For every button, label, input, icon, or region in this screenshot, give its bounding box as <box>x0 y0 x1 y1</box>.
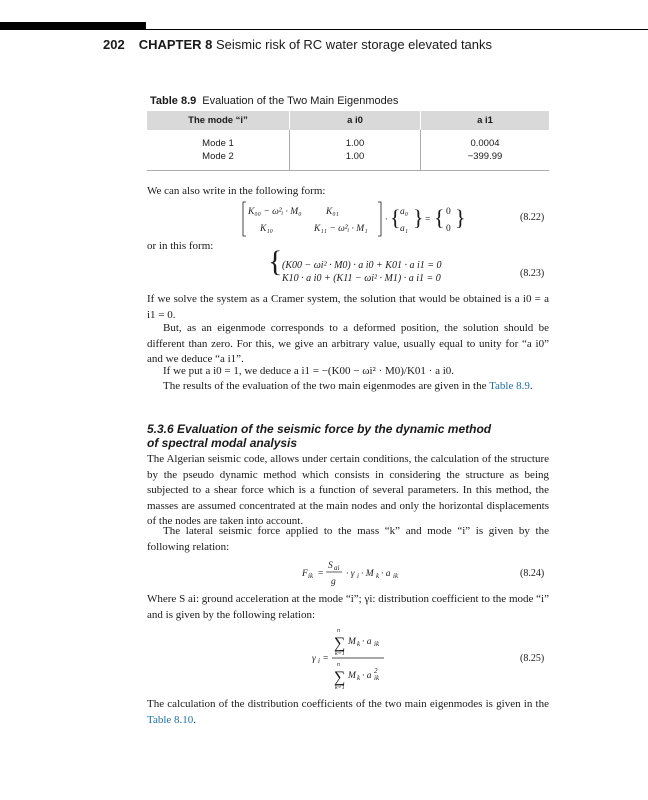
header-mode: The mode “i” <box>147 111 290 130</box>
svg-text:2: 2 <box>374 667 378 675</box>
svg-text:n: n <box>337 662 340 668</box>
table-row <box>147 150 549 171</box>
svg-text:{: { <box>434 205 445 230</box>
svg-text:M: M <box>348 637 356 647</box>
paragraph: The lateral seismic force applied to the mass “k” and mode “i” is given by the following relation: <box>147 525 549 553</box>
table-8-10-link[interactable]: Table 8.10 <box>147 713 194 726</box>
distribution-coefficient-equation <box>310 626 440 692</box>
svg-text:k=1: k=1 <box>335 685 345 691</box>
equation-system <box>268 245 442 285</box>
paragraph: If we solve the system as a Cramer system, the solution that would be obtained is a i0 = a i1 = 0. <box>147 293 549 321</box>
section-heading <box>147 422 491 450</box>
svg-text:ik: ik <box>308 572 314 580</box>
svg-text:K₁₀: K₁₀ <box>260 224 273 234</box>
svg-text:ai: ai <box>334 564 340 572</box>
paragraph <box>147 697 549 728</box>
table-cell: 1.00 <box>290 150 421 171</box>
svg-text:k=1: k=1 <box>335 651 345 657</box>
svg-text:i: i <box>318 657 320 665</box>
table-8-9-link[interactable]: Table 8.9 <box>489 380 530 392</box>
svg-text:}: } <box>413 205 424 230</box>
table-header-row <box>147 111 549 130</box>
paragraph: Where S ai: ground acceleration at the mode “i”; γi: distribution coefficient to the mode “i” and is given by the following relation: <box>147 593 549 621</box>
table-cell: Mode 1 <box>202 138 234 149</box>
svg-text:· a: · a <box>381 569 391 579</box>
equation-line: K10 · a i0 + (K11 − ωi² · M1) · a i1 = 0 <box>282 273 441 284</box>
svg-text:=: = <box>323 654 329 664</box>
section-title-line: 5.3.6 Evaluation of the seismic force by the dynamic method <box>147 422 492 436</box>
paragraph: If we put a i0 = 1, we deduce a i1 = −(K00 − ωi² · M0)/K01 · a i0. <box>163 365 455 377</box>
equation-number: (8.25) <box>520 653 545 664</box>
svg-text:· M: · M <box>361 569 374 579</box>
paragraph: We can also write in the following form: <box>147 185 326 197</box>
page-number: 202 <box>103 37 125 52</box>
svg-text:ik: ik <box>374 640 380 648</box>
svg-text:S: S <box>328 561 333 571</box>
svg-text:=: = <box>318 569 324 579</box>
svg-text:0: 0 <box>446 207 451 217</box>
matrix-equation <box>240 200 470 238</box>
svg-text:K₁₁ − ω²ᵢ · M₁: K₁₁ − ω²ᵢ · M₁ <box>314 224 368 234</box>
chapter-title: Seismic risk of RC water storage elevated tanks <box>216 37 493 52</box>
table-row <box>147 130 549 150</box>
header-ai1: a i1 <box>421 111 550 130</box>
svg-text:n: n <box>337 628 340 634</box>
table-label: Table 8.9 <box>150 95 197 107</box>
svg-text:}: } <box>455 205 466 230</box>
svg-text:k: k <box>376 572 380 580</box>
header-bar <box>0 22 146 30</box>
svg-text:ik: ik <box>393 572 399 580</box>
section-title-line: of spectral modal analysis <box>147 436 298 450</box>
svg-text:· a: · a <box>362 671 372 681</box>
svg-text:∑: ∑ <box>334 635 346 652</box>
table-cell: 1.00 <box>290 130 421 150</box>
svg-text:a₁: a₁ <box>400 224 409 234</box>
table-cell: 0.0004 <box>421 130 550 150</box>
header-ai0: a i0 <box>290 111 421 130</box>
svg-text:·: · <box>385 215 388 225</box>
table-caption <box>150 95 398 107</box>
paragraph: But, as an eigenmode corresponds to a deformed position, the solution should be different than zero. For this, we give an arbitrary value, usually equal to unity for “a i0” and we deduce “a i1”. <box>147 322 549 365</box>
svg-text:=: = <box>425 215 431 225</box>
svg-text:k: k <box>357 640 361 648</box>
paragraph: The Algerian seismic code, allows under certain conditions, the calculation of the structure by the pseudo dynamic method which consists in considering the structure as being subjected to a shear force which is a function of several parameters. In this method, the masses are assumed concentrated at the main nodes and only the horizontal displacements of the nodes are taken into account. <box>147 453 549 527</box>
svg-text:K₀₁: K₀₁ <box>326 207 339 217</box>
equation-number: (8.24) <box>520 568 545 579</box>
paragraph-text: The calculation of the distribution coefficients of the two main eigenmodes is given in the <box>147 698 549 710</box>
svg-text:i: i <box>357 572 359 580</box>
svg-text:k: k <box>357 674 361 682</box>
equation-line: (K00 − ωi² · M0) · a i0 + K01 · a i1 = 0 <box>282 260 442 271</box>
table-caption-text: Evaluation of the Two Main Eigenmodes <box>202 95 399 107</box>
svg-text:· γ: · γ <box>346 569 355 579</box>
chapter-label: CHAPTER 8 <box>138 37 213 52</box>
paragraph-end: . <box>529 380 533 392</box>
paragraph <box>147 379 549 395</box>
svg-text:a₀: a₀ <box>400 207 409 217</box>
paragraph-end: . <box>193 713 197 726</box>
table-cell: Mode 2 <box>147 150 290 171</box>
svg-text:M: M <box>348 671 356 681</box>
svg-text:F: F <box>302 569 308 579</box>
header-rule <box>146 29 648 30</box>
running-header <box>103 37 492 52</box>
paragraph: or in this form: <box>147 240 214 252</box>
equation-number: (8.22) <box>520 212 545 223</box>
svg-text:· a: · a <box>362 637 372 647</box>
eigenmode-table <box>147 111 549 171</box>
paragraph-text: The results of the evaluation of the two main eigenmodes are given in the <box>163 380 487 392</box>
svg-text:g: g <box>331 577 336 587</box>
svg-text:γ: γ <box>312 654 316 664</box>
seismic-force-equation <box>300 557 460 591</box>
svg-text:ik: ik <box>374 674 380 682</box>
svg-text:{: { <box>390 205 401 230</box>
equation-number: (8.23) <box>520 268 545 279</box>
svg-text:K₀₀ − ω²ᵢ · M₀: K₀₀ − ω²ᵢ · M₀ <box>248 207 302 217</box>
svg-text:∑: ∑ <box>334 669 346 686</box>
brace-icon: { <box>268 245 283 278</box>
svg-text:0: 0 <box>446 224 451 234</box>
table-cell: −399.99 <box>421 150 550 171</box>
